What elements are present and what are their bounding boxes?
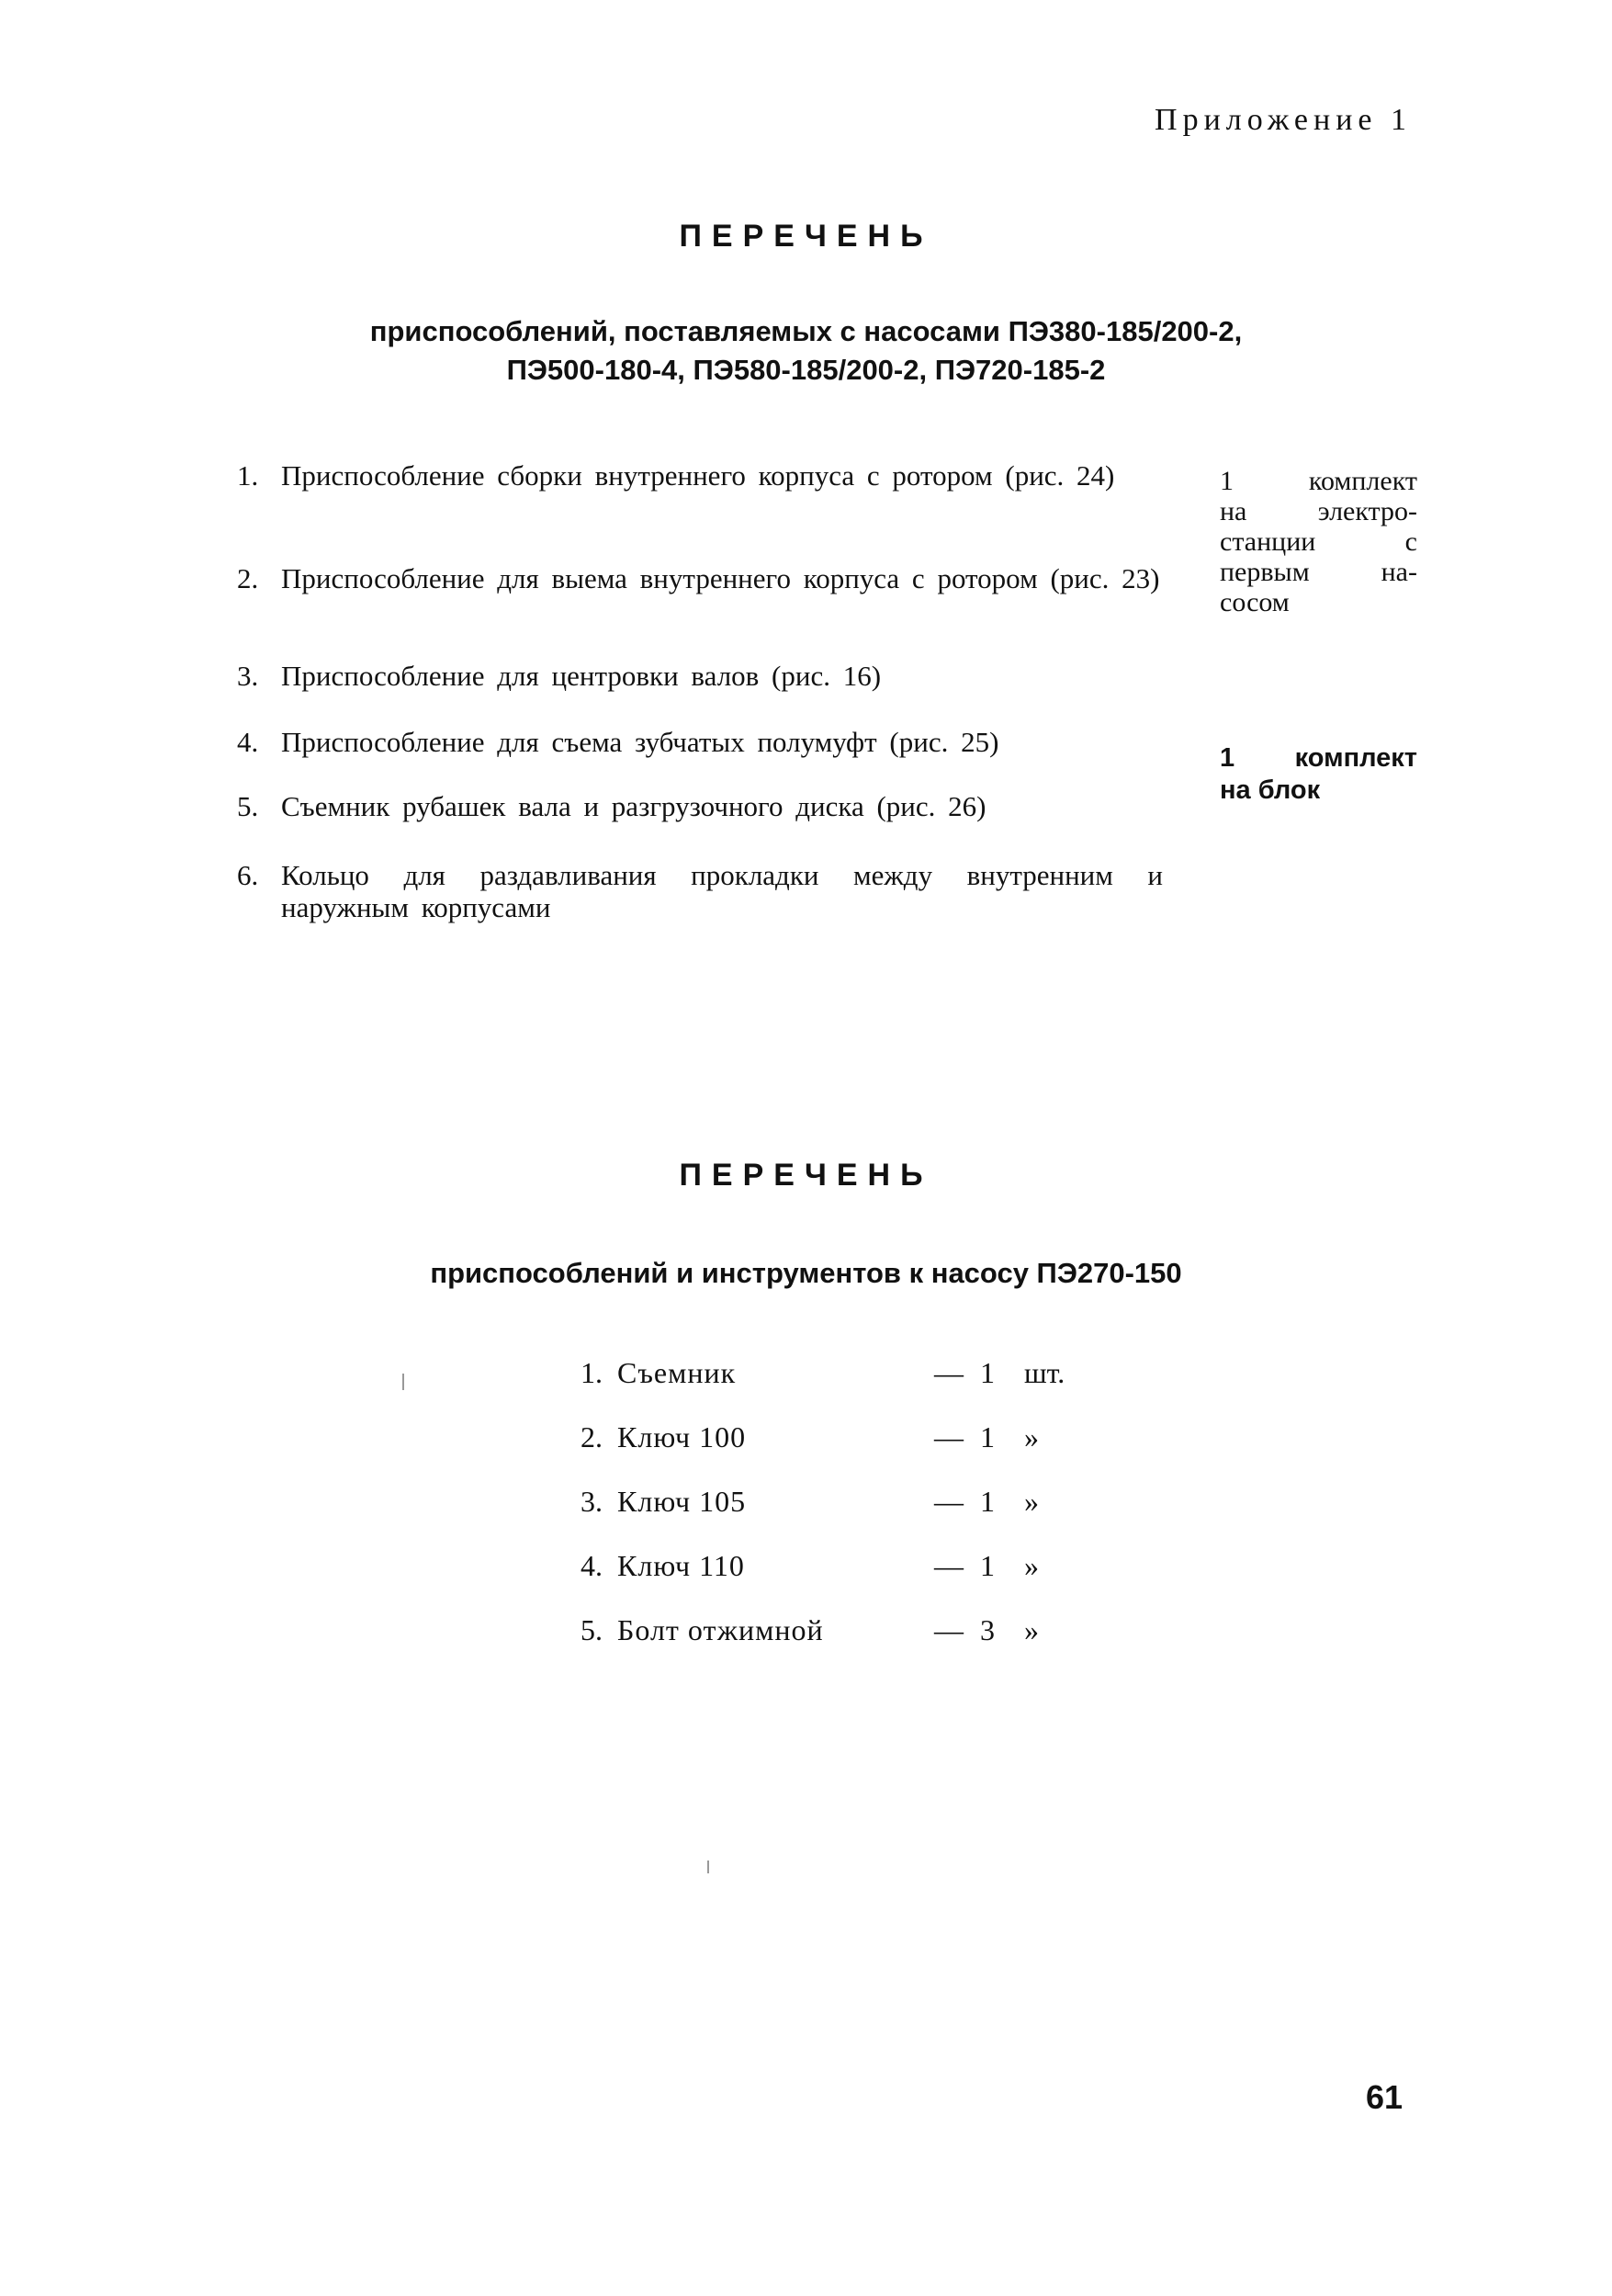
row-number: 2.: [581, 1420, 603, 1453]
list-item-text: Кольцо для раздавливания прокладки между внутренним и наружным корпусами: [281, 859, 1163, 923]
note-line: сосом: [1220, 587, 1290, 617]
row-unit: »: [1024, 1485, 1039, 1518]
row-quantity: 1: [980, 1549, 995, 1582]
section1-subtitle-line-2: ПЭ500-180-4, ПЭ580-185/200-2, ПЭ720-185-2: [506, 354, 1106, 386]
row-name: Ключ 110: [617, 1549, 745, 1582]
row-quantity: 1: [980, 1420, 995, 1453]
list-item: [237, 562, 1200, 594]
row-dash: —: [934, 1356, 964, 1389]
list-item-text: Съемник рубашек вала и разгрузочного диска (рис. 26): [281, 790, 986, 822]
row-number: 1.: [581, 1356, 603, 1389]
row-number: 5.: [581, 1613, 603, 1646]
page-number: 61: [1365, 2078, 1403, 2116]
list-item: [237, 859, 1200, 923]
row-number: 4.: [581, 1549, 603, 1582]
row-dash: —: [934, 1549, 964, 1582]
note-line: на электро-: [1220, 496, 1417, 526]
list-item: [237, 660, 1200, 692]
list-item-number: 6.: [237, 859, 259, 891]
note-line: 1 комплект: [1220, 743, 1417, 773]
row-name: Ключ 105: [617, 1485, 747, 1518]
note-line: станции с: [1220, 526, 1417, 557]
list-item-number: 2.: [237, 562, 259, 594]
note-line: первым на-: [1220, 557, 1417, 587]
row-number: 3.: [581, 1485, 603, 1518]
row-unit: шт.: [1024, 1356, 1065, 1389]
section2-subtitle-line: приспособлений и инструментов к насосу ПЭ270-150: [430, 1257, 1182, 1289]
row-quantity: 1: [980, 1485, 995, 1518]
list-item-text: Приспособление для выема внутреннего корпуса с ротором (рис. 23): [281, 562, 1160, 594]
section1-title: ПЕРЕЧЕНЬ: [679, 219, 933, 254]
list-item-text: Приспособление для съема зубчатых полумуфт (рис. 25): [281, 726, 999, 758]
row-unit: »: [1024, 1613, 1039, 1646]
row-quantity: 3: [980, 1613, 995, 1646]
list-item-number: 5.: [237, 790, 259, 822]
list-item: [237, 790, 1200, 822]
note-line: 1 комплект: [1220, 466, 1417, 496]
list-item-text: Приспособление для центровки валов (рис. 16): [281, 660, 882, 692]
row-name: Болт отжимной: [617, 1613, 824, 1646]
list-item-number: 1.: [237, 459, 259, 492]
row-name: Ключ 100: [617, 1420, 747, 1453]
row-unit: »: [1024, 1549, 1039, 1582]
row-unit: »: [1024, 1420, 1039, 1453]
list-item: [237, 459, 1200, 492]
section1-subtitle-line-1: приспособлений, поставляемых с насосами ПЭ380-185/200-2,: [369, 315, 1243, 347]
note-line: на блок: [1220, 775, 1321, 805]
row-dash: —: [934, 1485, 964, 1518]
quantity-note-2: [1220, 742, 1417, 807]
list-item-number: 3.: [237, 660, 259, 692]
row-quantity: 1: [980, 1356, 995, 1389]
list-item-number: 4.: [237, 726, 259, 758]
quantity-note-1: [1220, 466, 1417, 617]
row-dash: —: [934, 1613, 964, 1646]
scan-speck: [402, 1374, 404, 1390]
row-dash: —: [934, 1420, 964, 1453]
list-item: [237, 726, 1200, 758]
section1-subtitle: [0, 312, 1612, 390]
section2-subtitle: [0, 1254, 1612, 1293]
scan-speck: [707, 1861, 709, 1873]
list-item-text: Приспособление сборки внутреннего корпуса с ротором (рис. 24): [281, 459, 1115, 492]
appendix-label: Приложение 1: [1155, 103, 1412, 137]
row-name: Съемник: [617, 1356, 737, 1389]
section2-title: ПЕРЕЧЕНЬ: [679, 1158, 933, 1193]
